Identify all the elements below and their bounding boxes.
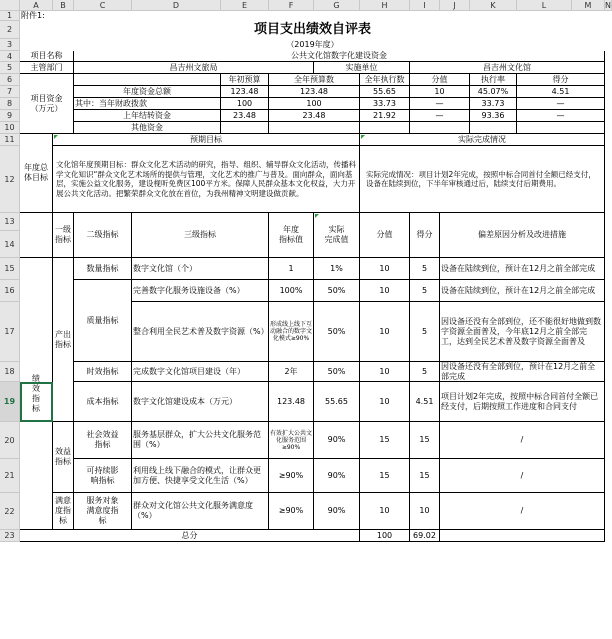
ind-target: 形成线上线下互动融合的数字文化模式≥90% <box>269 302 314 362</box>
ind-reason: / <box>440 459 605 493</box>
dept-value: 昌吉州文旅局 <box>74 62 314 74</box>
row-header-3[interactable]: 3 <box>0 39 20 51</box>
funds-value: — <box>517 110 605 122</box>
row-header-5[interactable]: 5 <box>0 62 20 74</box>
ind-target: 有效扩大公共文化服务范围≥90% <box>269 422 314 459</box>
ind-actual: 1% <box>314 258 360 280</box>
total-got: 69.02 <box>410 530 440 542</box>
funds-header-0: 年初预算 <box>221 74 269 86</box>
funds-value <box>410 122 470 134</box>
ind-reason: 因设备还没有全部到位，预计在12月之前全部完成 <box>440 362 605 382</box>
column-header-g[interactable]: G <box>314 0 360 11</box>
column-header-a[interactable]: A <box>20 0 53 11</box>
output-label: 产出 指标 <box>53 258 74 422</box>
ind-actual: 50% <box>314 362 360 382</box>
selected-cell[interactable] <box>20 382 53 422</box>
ind-target: 123.48 <box>269 382 314 422</box>
ind-header-score: 分值 <box>360 213 410 258</box>
ind-target: 2年 <box>269 362 314 382</box>
funds-value: 33.73 <box>360 98 410 110</box>
funds-blank-header <box>74 74 221 86</box>
funds-value: 123.48 <box>221 86 269 98</box>
ind-actual: 90% <box>314 459 360 493</box>
ind-got: 5 <box>410 362 440 382</box>
ind-l2: 时效指标 <box>74 362 132 382</box>
funds-value: 4.51 <box>517 86 605 98</box>
funds-value: 23.48 <box>269 110 360 122</box>
row-header-1[interactable]: 1 <box>0 11 20 21</box>
ind-reason: 设备在陆续到位，预计在12月之前全部完成 <box>440 280 605 302</box>
ind-score: 10 <box>360 362 410 382</box>
ind-l2: 服务对象 满意度指 标 <box>74 493 132 530</box>
ind-got: 10 <box>410 493 440 530</box>
row-header-9[interactable]: 9 <box>0 110 20 122</box>
funds-value: — <box>410 110 470 122</box>
funds-row-name: 其他资金 <box>74 122 221 134</box>
row-header-22[interactable]: 22 <box>0 493 20 530</box>
funds-value: — <box>517 98 605 110</box>
funds-value: 100 <box>221 98 269 110</box>
goal-actual-text: 实际完成情况：项目计划2年完成，按照中标合同首付全额已经支付，设备在陆续到位，下半年审核通过后，陆续支付后期费用。 <box>360 146 605 213</box>
row-header-12[interactable]: 12 <box>0 146 20 213</box>
column-header-k[interactable]: K <box>470 0 517 11</box>
goal-expected-text: 文化馆年度预期目标：群众文化艺术活动的研究，指导、组织、辅导群众文化活动，传播科学文化知识“群众文化艺术场所的提供与管理，文化艺术的推广与普及。面向群众，面向基层，实施公益文化服务，建设枧听免费区100平方米。保障人民群众基本文化权益，大力开展公共文化活动。把繁荣群众文化放在首位，为我州精神文明建设做贡献。 <box>53 146 360 213</box>
row-header-23[interactable]: 23 <box>0 530 20 542</box>
project-name-value: 公共文化馆数字化建设资金 <box>74 51 605 62</box>
column-header-m[interactable]: M <box>572 0 605 11</box>
ind-header-l3: 三级指标 <box>132 213 269 258</box>
ind-actual: 90% <box>314 493 360 530</box>
ind-got: 4.51 <box>410 382 440 422</box>
funds-value <box>221 122 269 134</box>
satisfaction-label: 满意 度指 标 <box>53 493 74 530</box>
row-header-13[interactable]: 13 <box>0 213 20 231</box>
unit-label: 实施单位 <box>314 62 410 74</box>
ind-l3: 数字文化馆（个） <box>132 258 269 280</box>
ind-score: 15 <box>360 422 410 459</box>
column-header-h[interactable]: H <box>360 0 410 11</box>
ind-got: 15 <box>410 459 440 493</box>
perf-label: 绩 效 指 标 <box>20 258 53 530</box>
funds-header-4: 执行率 <box>470 74 517 86</box>
row-header-20[interactable]: 20 <box>0 422 20 459</box>
attachment-label: 附件1: <box>21 11 45 20</box>
funds-value <box>517 122 605 134</box>
perf-label-top <box>20 213 53 258</box>
row-header-11[interactable]: 11 <box>0 134 20 146</box>
ind-l2: 数量指标 <box>74 258 132 280</box>
comment-marker-icon <box>54 135 58 139</box>
funds-value: 23.48 <box>221 110 269 122</box>
funds-value: 93.36 <box>470 110 517 122</box>
total-label: 总分 <box>20 530 360 542</box>
ind-l3: 数字文化馆建设成本（万元） <box>132 382 269 422</box>
ind-actual: 50% <box>314 280 360 302</box>
column-header-i[interactable]: I <box>410 0 440 11</box>
funds-value: — <box>410 98 470 110</box>
column-header-b[interactable]: B <box>53 0 74 11</box>
ind-reason: 因设备还没有全部到位，还不能很好地做到数字资源全面普及，今年底12月之前全部完工，达到全民艺术普及数字资源全面普及 <box>440 302 605 362</box>
benefit-label: 效益 指标 <box>53 422 74 493</box>
ind-header-reason: 偏差原因分析及改进措施 <box>440 213 605 258</box>
ind-target: ≥90% <box>269 459 314 493</box>
ind-target: 100% <box>269 280 314 302</box>
row-header-7[interactable]: 7 <box>0 86 20 98</box>
ind-header-l1: 一级 指标 <box>53 213 74 258</box>
ind-l3: 利用线上线下融合的模式，让群众更加方便、快捷享受文化生活（%） <box>132 459 269 493</box>
funds-header-3: 分值 <box>410 74 470 86</box>
ind-target: 1 <box>269 258 314 280</box>
ind-actual: 55.65 <box>314 382 360 422</box>
ind-reason: / <box>440 422 605 459</box>
row-header-4[interactable]: 4 <box>0 51 20 62</box>
funds-row-name: 其中：当年财政拨款 <box>74 98 221 110</box>
ind-l3: 服务基层群众，扩大公共文化服务范围（%） <box>132 422 269 459</box>
ind-header-got: 得分 <box>410 213 440 258</box>
funds-value <box>470 122 517 134</box>
ind-target: ≥90% <box>269 493 314 530</box>
funds-value: 21.92 <box>360 110 410 122</box>
row-header-21[interactable]: 21 <box>0 459 20 493</box>
corner-cell[interactable] <box>0 0 20 11</box>
funds-row-name: 上年结转资金 <box>74 110 221 122</box>
sheet-title: 项目支出绩效自评表 <box>253 22 371 37</box>
ind-reason: 项目计划2年完成，按照中标合同首付全额已经支付，后期按照工作进度和合同支付 <box>440 382 605 422</box>
dept-label: 主管部门 <box>20 62 74 74</box>
ind-got: 5 <box>410 302 440 362</box>
ind-l3: 完成数字文化馆项目建设（年） <box>132 362 269 382</box>
total-blank <box>440 530 605 542</box>
ind-l3: 整合利用全民艺术普及数字资源（%） <box>132 302 269 362</box>
column-header-d[interactable]: D <box>132 0 221 11</box>
ind-l2: 成本指标 <box>74 382 132 422</box>
funds-value <box>269 122 360 134</box>
column-header-l[interactable]: L <box>517 0 572 11</box>
comment-marker-icon <box>315 214 319 218</box>
total-score: 100 <box>360 530 410 542</box>
row-header-6[interactable]: 6 <box>0 74 20 86</box>
ind-actual: 50% <box>314 302 360 362</box>
ind-score: 10 <box>360 302 410 362</box>
ind-got: 5 <box>410 280 440 302</box>
column-header-f[interactable]: F <box>269 0 314 11</box>
ind-header-year: 年度 指标值 <box>269 213 314 258</box>
goal-actual-header: 实际完成情况 <box>360 134 605 146</box>
unit-value: 昌吉州文化馆 <box>410 62 605 74</box>
funds-value: 33.73 <box>470 98 517 110</box>
ind-score: 10 <box>360 382 410 422</box>
funds-value: 100 <box>269 98 360 110</box>
column-header-n[interactable]: N <box>605 0 611 10</box>
ind-got: 15 <box>410 422 440 459</box>
row-header-15[interactable]: 15 <box>0 258 20 280</box>
row-header-10[interactable]: 10 <box>0 122 20 134</box>
comment-marker-icon <box>361 135 365 139</box>
ind-header-actual: 实际 完成值 <box>314 213 360 258</box>
goal-label: 年度总体目标 <box>20 134 53 213</box>
funds-header-2: 全年执行数 <box>360 74 410 86</box>
funds-header-1: 全年预算数 <box>269 74 360 86</box>
funds-value: 10 <box>410 86 470 98</box>
ind-l2: 质量指标 <box>74 280 132 362</box>
ind-l2: 可持续影 响指标 <box>74 459 132 493</box>
ind-l3: 群众对文化馆公共文化服务满意度（%） <box>132 493 269 530</box>
funds-row-name: 年度资金总额 <box>74 86 221 98</box>
row-header-16[interactable]: 16 <box>0 280 20 302</box>
project-name-label: 项目名称 <box>20 51 74 62</box>
ind-score: 15 <box>360 459 410 493</box>
funds-value: 55.65 <box>360 86 410 98</box>
ind-got: 5 <box>410 258 440 280</box>
ind-score: 10 <box>360 258 410 280</box>
funds-value <box>360 122 410 134</box>
row-header-17[interactable]: 17 <box>0 302 20 362</box>
ind-actual: 90% <box>314 422 360 459</box>
funds-value: 45.07% <box>470 86 517 98</box>
funds-value: 123.48 <box>269 86 360 98</box>
ind-header-l2: 二级指标 <box>74 213 132 258</box>
row-header-19[interactable]: 19 <box>0 382 20 422</box>
funds-label: 项目资金 （万元） <box>20 74 74 134</box>
column-header-c[interactable]: C <box>74 0 132 11</box>
year-label: （2019年度） <box>286 40 339 49</box>
row-header-14[interactable]: 14 <box>0 231 20 258</box>
column-header-j[interactable]: J <box>440 0 470 11</box>
ind-reason: / <box>440 493 605 530</box>
goal-expected-header: 预期目标 <box>53 134 360 146</box>
ind-l2: 社会效益 指标 <box>74 422 132 459</box>
ind-l3: 完善数字化服务设施设备（%） <box>132 280 269 302</box>
funds-header-5: 得分 <box>517 74 605 86</box>
row-header-18[interactable]: 18 <box>0 362 20 382</box>
row-header-8[interactable]: 8 <box>0 98 20 110</box>
column-header-e[interactable]: E <box>221 0 269 11</box>
ind-score: 10 <box>360 493 410 530</box>
ind-reason: 设备在陆续到位，预计在12月之前全部完成 <box>440 258 605 280</box>
row-header-2[interactable]: 2 <box>0 21 20 39</box>
ind-score: 10 <box>360 280 410 302</box>
